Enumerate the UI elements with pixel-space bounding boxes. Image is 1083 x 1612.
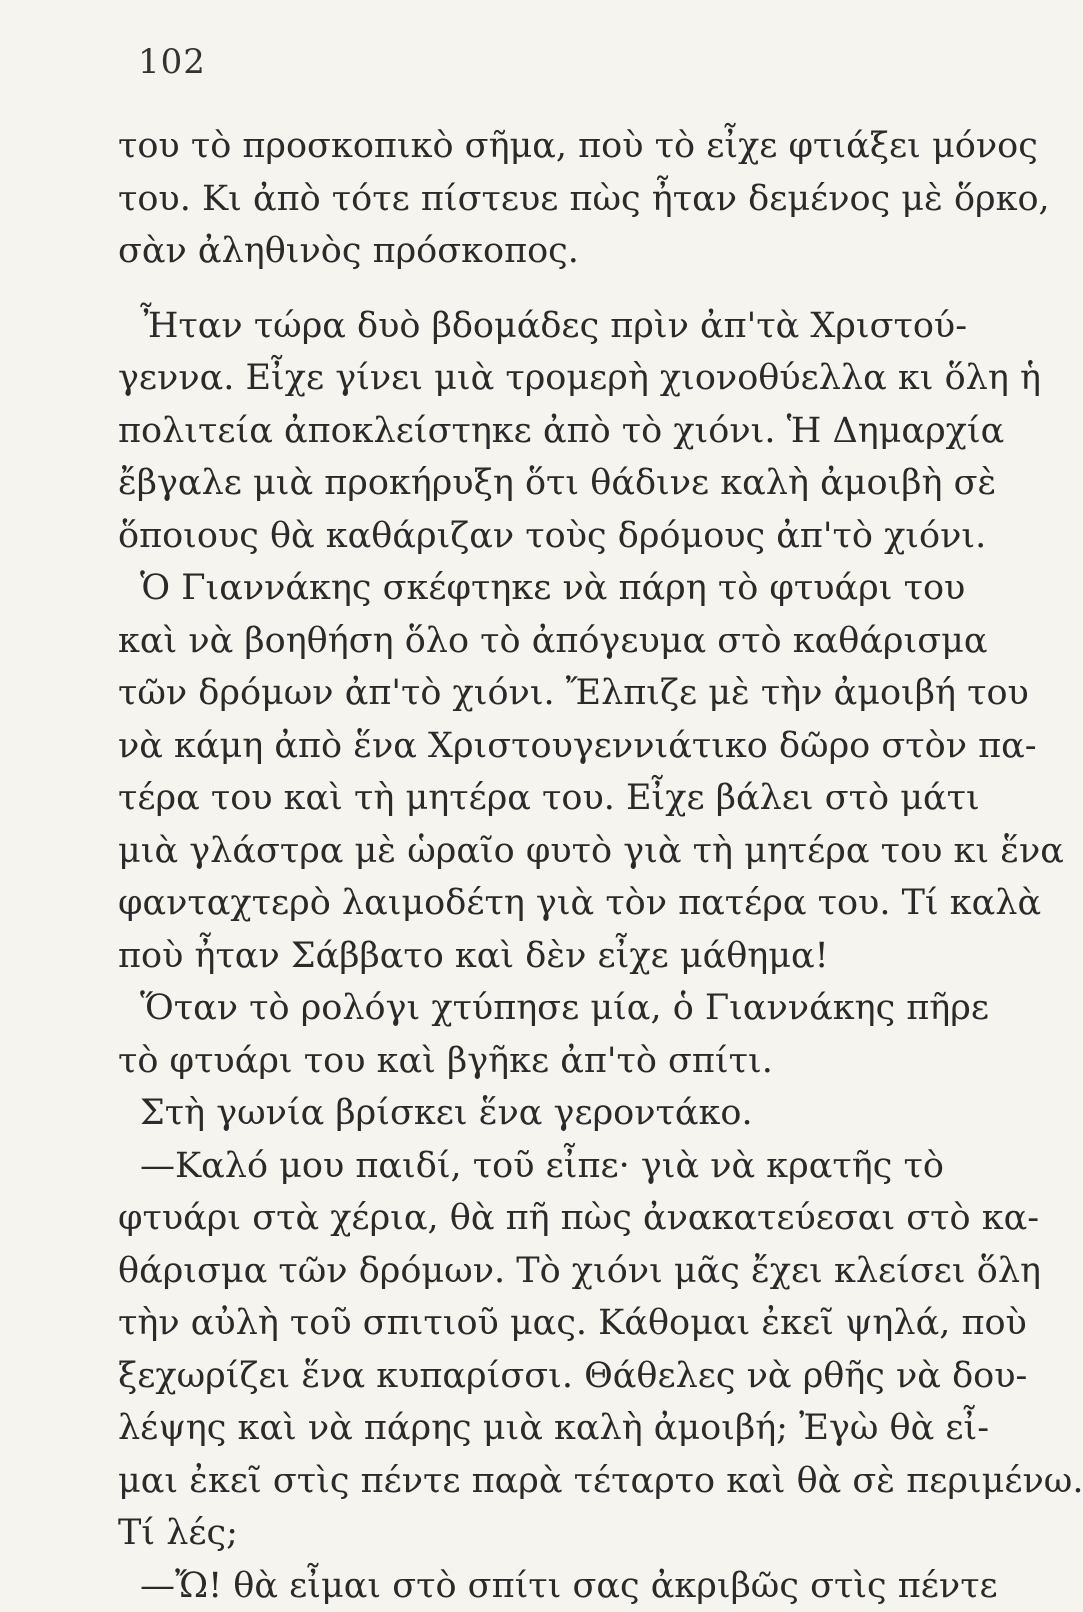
text-line: σὰν ἀληθινὸς πρόσκοπος. — [118, 225, 928, 278]
text-line: πολιτεία ἀποκλείστηκε ἀπὸ τὸ χιόνι. Ἡ Δημαρχία — [118, 405, 928, 458]
text-line: λέψης καὶ νὰ πάρης μιὰ καλὴ ἀμοιβή; Ἐγὼ θὰ εἶ- — [118, 1402, 928, 1455]
text-line: —Ὤ! θὰ εἶμαι στὸ σπίτι σας ἀκριβῶς στὶς πέντε — [118, 1560, 928, 1612]
paragraph — [118, 1140, 928, 1560]
text-line: μαι ἐκεῖ στὶς πέντε παρὰ τέταρτο καὶ θὰ σὲ περιμένω. — [118, 1455, 928, 1508]
paragraph — [118, 120, 928, 278]
text-line: —Καλό μου παιδί, τοῦ εἶπε· γιὰ νὰ κρατῆς τὸ — [118, 1140, 928, 1193]
text-line: τῶν δρόμων ἀπ'τὸ χιόνι. Ἔλπιζε μὲ τὴν ἀμοιβή του — [118, 667, 928, 720]
text-line: θάρισμα τῶν δρόμων. Τὸ χιόνι μᾶς ἔχει κλείσει ὅλη — [118, 1245, 928, 1298]
paragraph-gap — [118, 278, 928, 300]
text-line: νὰ κάμη ἀπὸ ἕνα Χριστουγεννιάτικο δῶρο στὸν πα- — [118, 720, 928, 773]
text-line: μιὰ γλάστρα μὲ ὡραῖο φυτὸ γιὰ τὴ μητέρα του κι ἕνα — [118, 825, 928, 878]
text-line: τὴν αὐλὴ τοῦ σπιτιοῦ μας. Κάθομαι ἐκεῖ ψηλά, ποὺ — [118, 1297, 928, 1350]
text-line: ξεχωρίζει ἕνα κυπαρίσσι. Θάθελες νὰ ρθῆς νὰ δου- — [118, 1350, 928, 1403]
text-line: Στὴ γωνία βρίσκει ἕνα γεροντάκο. — [118, 1087, 928, 1140]
text-line: του. Κι ἀπὸ τότε πίστευε πὼς ἦταν δεμένος μὲ ὅρκο, — [118, 173, 928, 226]
text-line: Ὅταν τὸ ρολόγι χτύπησε μία, ὁ Γιαννάκης πῆρε — [118, 982, 928, 1035]
text-line: Τί λές; — [118, 1507, 928, 1560]
text-line: ὅποιους θὰ καθάριζαν τοὺς δρόμους ἀπ'τὸ χιόνι. — [118, 510, 928, 563]
paragraph — [118, 562, 928, 982]
text-line: γεννα. Εἶχε γίνει μιὰ τρομερὴ χιονοθύελλα κι ὅλη ἡ — [118, 352, 928, 405]
text-line: τὸ φτυάρι του καὶ βγῆκε ἀπ'τὸ σπίτι. — [118, 1035, 928, 1088]
paragraph — [118, 982, 928, 1087]
text-line: του τὸ προσκοπικὸ σῆμα, ποὺ τὸ εἶχε φτιάξει μόνος — [118, 120, 928, 173]
text-line: ἔβγαλε μιὰ προκήρυξη ὅτι θάδινε καλὴ ἀμοιβὴ σὲ — [118, 457, 928, 510]
text-line: φανταχτερὸ λαιμοδέτη γιὰ τὸν πατέρα του. Τί καλὰ — [118, 877, 928, 930]
text-line: ποὺ ἦταν Σάββατο καὶ δὲν εἶχε μάθημα! — [118, 930, 928, 983]
paragraph — [118, 300, 928, 563]
paragraph — [118, 1087, 928, 1140]
paragraph — [118, 1560, 928, 1612]
body-text — [118, 120, 928, 1612]
text-line: φτυάρι στὰ χέρια, θὰ πῆ πὼς ἀνακατεύεσαι στὸ κα- — [118, 1192, 928, 1245]
text-line: Ἦταν τώρα δυὸ βδομάδες πρὶν ἀπ'τὰ Χριστού- — [118, 300, 928, 353]
page-number: 102 — [138, 42, 206, 82]
text-line: τέρα του καὶ τὴ μητέρα του. Εἶχε βάλει στὸ μάτι — [118, 772, 928, 825]
text-line: καὶ νὰ βοηθήση ὅλο τὸ ἀπόγευμα στὸ καθάρισμα — [118, 615, 928, 668]
text-line: Ὁ Γιαννάκης σκέφτηκε νὰ πάρη τὸ φτυάρι του — [118, 562, 928, 615]
